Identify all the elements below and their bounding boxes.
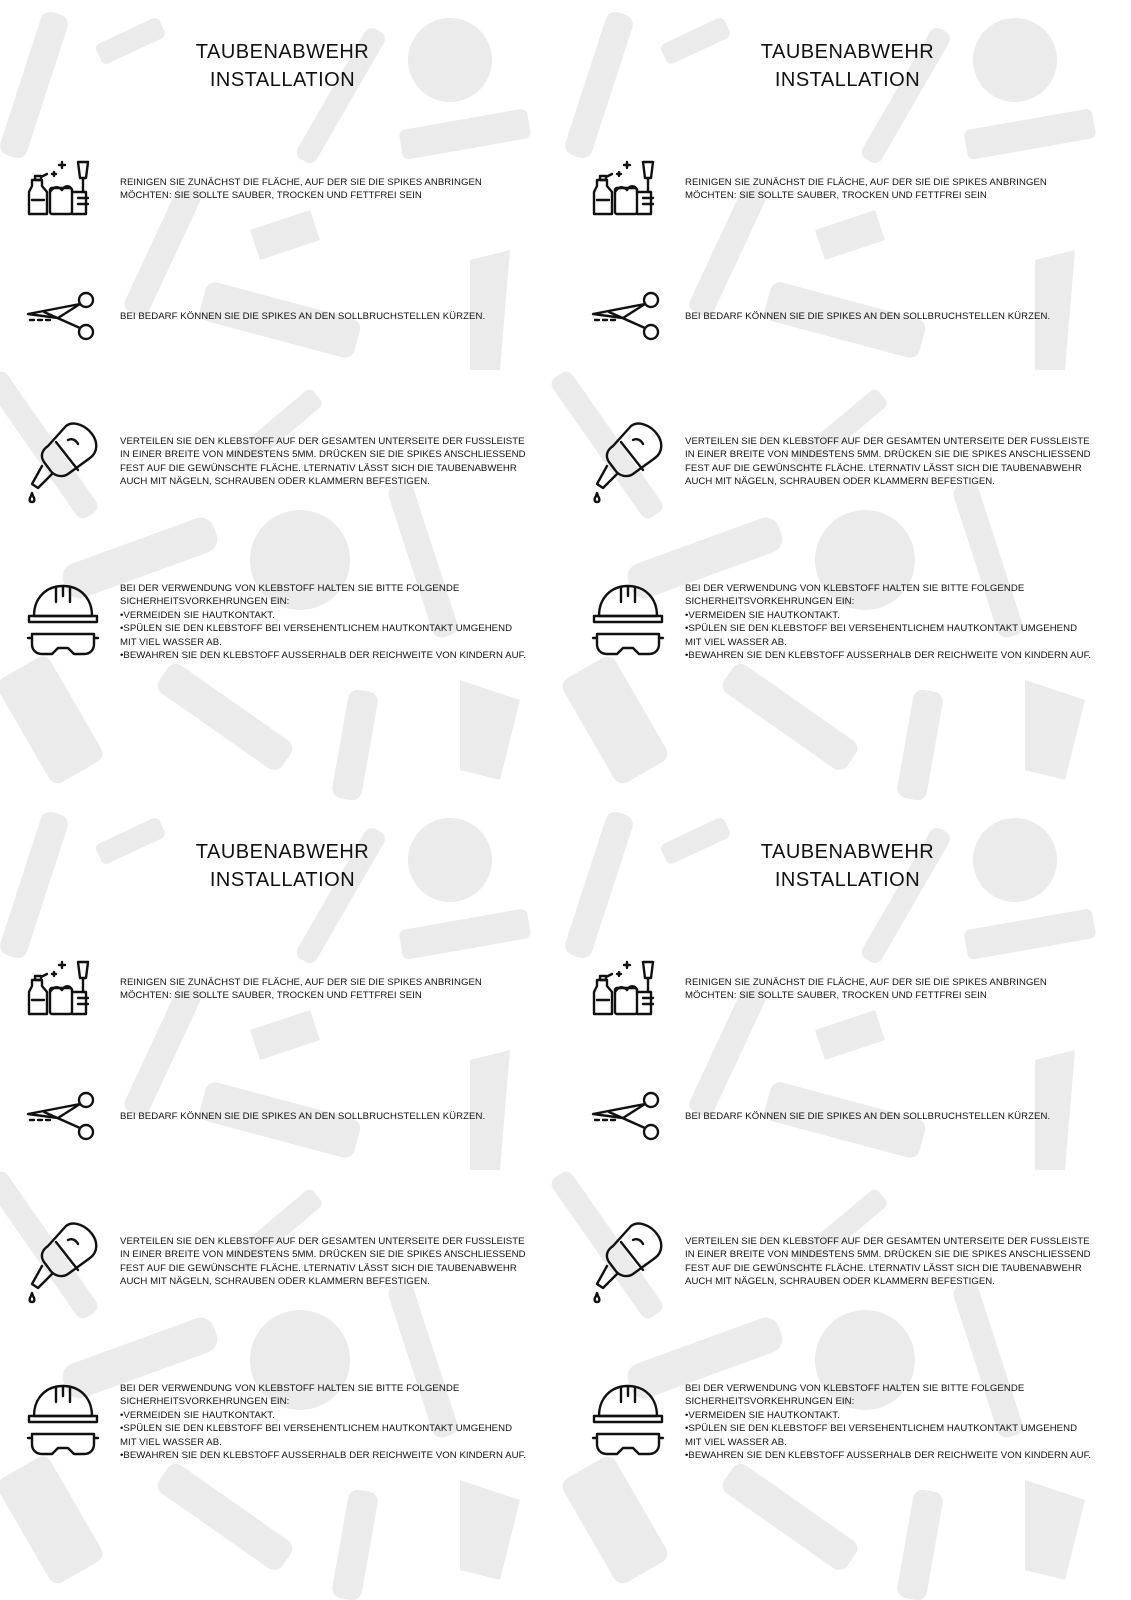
title-line-2: INSTALLATION xyxy=(774,869,921,891)
step-text: VERTEILEN SIE DEN KLEBSTOFF AUF DER GESAMTEN UNTERSEITE DER FUSSLEISTE IN EINER BREITE VON MINDESTENS 5MM. DRÜCKEN SIE DIE SPIKES ANSCHLIESSEND FEST AUF DIE GEWÜNSCHTE FLÄCHE. LTERNATIV LÄSST SICH DIE TAUBENABWEHR AUCH MIT NÄGELN, SCHRAUBEN ODER KLAMMERN BEFESTIGEN. xyxy=(685,1236,1091,1288)
cleaning-supplies-icon xyxy=(591,958,665,1016)
step-text: REINIGEN SIE ZUNÄCHST DIE FLÄCHE, AUF DER SIE DIE SPIKES ANBRINGEN MÖCHTEN: SIE SOLLTE SAUBER, TROCKEN UND FETTFREI SEIN xyxy=(685,977,1047,1002)
step-clean xyxy=(591,958,1121,1018)
safety-helmet-goggles-icon xyxy=(26,1380,100,1460)
step-text: REINIGEN SIE ZUNÄCHST DIE FLÄCHE, AUF DER SIE DIE SPIKES ANBRINGEN MÖCHTEN: SIE SOLLTE SAUBER, TROCKEN UND FETTFREI SEIN xyxy=(685,177,1047,202)
safety-helmet-goggles-icon xyxy=(591,1380,665,1460)
card-title xyxy=(565,838,1130,894)
step-glue xyxy=(591,1220,1121,1310)
safety-helmet-goggles-icon xyxy=(591,580,665,660)
step-text: BEI BEDARF KÖNNEN SIE DIE SPIKES AN DEN SOLLBRUCHSTELLEN KÜRZEN. xyxy=(685,1111,1051,1122)
step-text: BEI BEDARF KÖNNEN SIE DIE SPIKES AN DEN SOLLBRUCHSTELLEN KÜRZEN. xyxy=(685,311,1051,322)
title-line-2: INSTALLATION xyxy=(209,869,356,891)
cleaning-supplies-icon xyxy=(26,958,100,1016)
step-text: REINIGEN SIE ZUNÄCHST DIE FLÄCHE, AUF DER SIE DIE SPIKES ANBRINGEN MÖCHTEN: SIE SOLLTE SAUBER, TROCKEN UND FETTFREI SEIN xyxy=(120,177,482,202)
step-safety xyxy=(591,1380,1121,1470)
scissors-icon xyxy=(26,290,100,342)
step-clean xyxy=(26,158,556,218)
step-safety xyxy=(26,580,556,670)
scissors-icon xyxy=(591,290,665,342)
scissors-icon xyxy=(591,1090,665,1142)
step-cut xyxy=(26,1090,556,1140)
cleaning-supplies-icon xyxy=(26,158,100,216)
instruction-card xyxy=(0,0,565,800)
step-safety xyxy=(591,580,1121,670)
glue-bottle-icon xyxy=(26,1220,100,1310)
step-glue xyxy=(26,420,556,510)
glue-bottle-icon xyxy=(26,420,100,510)
card-title xyxy=(0,38,565,94)
step-text: BEI BEDARF KÖNNEN SIE DIE SPIKES AN DEN SOLLBRUCHSTELLEN KÜRZEN. xyxy=(120,1111,486,1122)
title-line-2: INSTALLATION xyxy=(774,69,921,91)
step-text: VERTEILEN SIE DEN KLEBSTOFF AUF DER GESAMTEN UNTERSEITE DER FUSSLEISTE IN EINER BREITE VON MINDESTENS 5MM. DRÜCKEN SIE DIE SPIKES ANSCHLIESSEND FEST AUF DIE GEWÜNSCHTE FLÄCHE. LTERNATIV LÄSST SICH DIE TAUBENABWEHR AUCH MIT NÄGELN, SCHRAUBEN ODER KLAMMERN BEFESTIGEN. xyxy=(120,436,526,488)
title-line-1: TAUBENABWEHR xyxy=(195,41,370,63)
title-line-1: TAUBENABWEHR xyxy=(195,841,370,863)
step-glue xyxy=(26,1220,556,1310)
step-cut xyxy=(26,290,556,340)
step-text: BEI DER VERWENDUNG VON KLEBSTOFF HALTEN SIE BITTE FOLGENDE SICHERHEITSVORKEHRUNGEN EIN: •VERMEIDEN SIE HAUTKONTAKT. •SPÜLEN SIE DEN KLEBSTOFF BEI VERSEHENTLICHEM HAUTKONTAKT UMGEHEND MIT VIEL WASSER AB. •BEWAHREN SIE DEN KLEBSTOFF AUSSERHALB DER REICHWEITE VON KINDERN AUF. xyxy=(685,583,1092,662)
step-text: BEI DER VERWENDUNG VON KLEBSTOFF HALTEN SIE BITTE FOLGENDE SICHERHEITSVORKEHRUNGEN EIN: •VERMEIDEN SIE HAUTKONTAKT. •SPÜLEN SIE DEN KLEBSTOFF BEI VERSEHENTLICHEM HAUTKONTAKT UMGEHEND MIT VIEL WASSER AB. •BEWAHREN SIE DEN KLEBSTOFF AUSSERHALB DER REICHWEITE VON KINDERN AUF. xyxy=(120,583,527,662)
step-clean xyxy=(591,158,1121,218)
safety-helmet-goggles-icon xyxy=(26,580,100,660)
step-cut xyxy=(591,290,1121,340)
instruction-card xyxy=(565,800,1130,1600)
step-text: BEI BEDARF KÖNNEN SIE DIE SPIKES AN DEN SOLLBRUCHSTELLEN KÜRZEN. xyxy=(120,311,486,322)
step-text: VERTEILEN SIE DEN KLEBSTOFF AUF DER GESAMTEN UNTERSEITE DER FUSSLEISTE IN EINER BREITE VON MINDESTENS 5MM. DRÜCKEN SIE DIE SPIKES ANSCHLIESSEND FEST AUF DIE GEWÜNSCHTE FLÄCHE. LTERNATIV LÄSST SICH DIE TAUBENABWEHR AUCH MIT NÄGELN, SCHRAUBEN ODER KLAMMERN BEFESTIGEN. xyxy=(120,1236,526,1288)
step-text: REINIGEN SIE ZUNÄCHST DIE FLÄCHE, AUF DER SIE DIE SPIKES ANBRINGEN MÖCHTEN: SIE SOLLTE SAUBER, TROCKEN UND FETTFREI SEIN xyxy=(120,977,482,1002)
instruction-card xyxy=(565,0,1130,800)
step-text: BEI DER VERWENDUNG VON KLEBSTOFF HALTEN SIE BITTE FOLGENDE SICHERHEITSVORKEHRUNGEN EIN: •VERMEIDEN SIE HAUTKONTAKT. •SPÜLEN SIE DEN KLEBSTOFF BEI VERSEHENTLICHEM HAUTKONTAKT UMGEHEND MIT VIEL WASSER AB. •BEWAHREN SIE DEN KLEBSTOFF AUSSERHALB DER REICHWEITE VON KINDERN AUF. xyxy=(685,1383,1092,1462)
glue-bottle-icon xyxy=(591,1220,665,1310)
title-line-1: TAUBENABWEHR xyxy=(760,41,935,63)
step-text: BEI DER VERWENDUNG VON KLEBSTOFF HALTEN SIE BITTE FOLGENDE SICHERHEITSVORKEHRUNGEN EIN: •VERMEIDEN SIE HAUTKONTAKT. •SPÜLEN SIE DEN KLEBSTOFF BEI VERSEHENTLICHEM HAUTKONTAKT UMGEHEND MIT VIEL WASSER AB. •BEWAHREN SIE DEN KLEBSTOFF AUSSERHALB DER REICHWEITE VON KINDERN AUF. xyxy=(120,1383,527,1462)
step-text: VERTEILEN SIE DEN KLEBSTOFF AUF DER GESAMTEN UNTERSEITE DER FUSSLEISTE IN EINER BREITE VON MINDESTENS 5MM. DRÜCKEN SIE DIE SPIKES ANSCHLIESSEND FEST AUF DIE GEWÜNSCHTE FLÄCHE. LTERNATIV LÄSST SICH DIE TAUBENABWEHR AUCH MIT NÄGELN, SCHRAUBEN ODER KLAMMERN BEFESTIGEN. xyxy=(685,436,1091,488)
step-glue xyxy=(591,420,1121,510)
cleaning-supplies-icon xyxy=(591,158,665,216)
title-line-1: TAUBENABWEHR xyxy=(760,841,935,863)
title-line-2: INSTALLATION xyxy=(209,69,356,91)
scissors-icon xyxy=(26,1090,100,1142)
card-title xyxy=(0,838,565,894)
glue-bottle-icon xyxy=(591,420,665,510)
instruction-card xyxy=(0,800,565,1600)
step-safety xyxy=(26,1380,556,1470)
card-title xyxy=(565,38,1130,94)
step-cut xyxy=(591,1090,1121,1140)
step-clean xyxy=(26,958,556,1018)
